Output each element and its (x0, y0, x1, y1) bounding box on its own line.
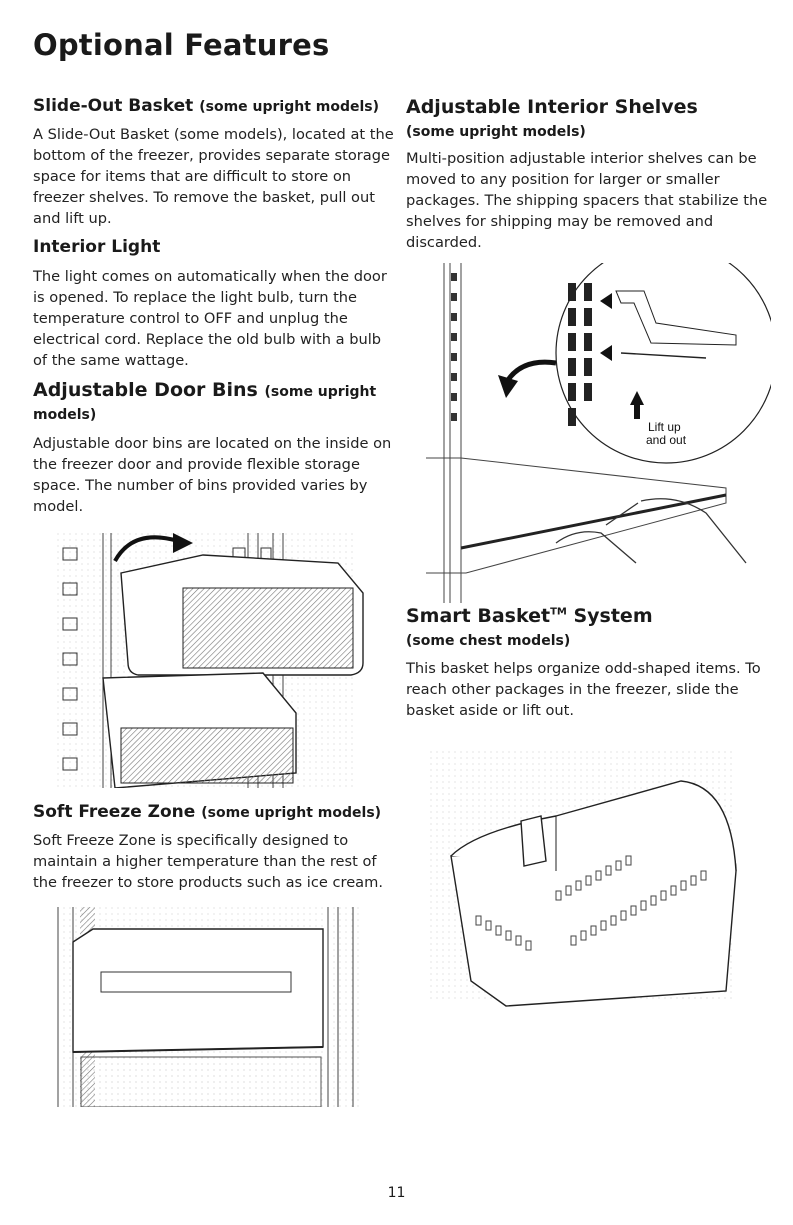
soft-freeze-body: Soft Freeze Zone is specifically designed to maintain a higher temperature than the rest of the freezer to store products such as ice cream. (33, 832, 383, 892)
door-bins-section (33, 379, 395, 518)
slide-out-basket-qualifier: (some upright models) (199, 99, 380, 115)
interior-shelves-section (406, 96, 771, 253)
left-column (33, 96, 395, 1107)
smart-basket-section (406, 605, 771, 720)
interior-shelves-illustration (406, 263, 771, 603)
slide-out-basket-body: A Slide-Out Basket (some models), located at the bottom of the freezer, provides separate storage space for items that are difficult to store on freezer shelves. To remove the basket, pull out and lift up. (33, 126, 394, 228)
page-title: Optional Features (33, 28, 330, 62)
door-bins-heading (33, 379, 395, 427)
page-number: 11 (387, 1185, 406, 1201)
smart-basket-trademark: TM (550, 606, 567, 618)
soft-freeze-qualifier: (some upright models) (201, 805, 382, 821)
interior-shelves-body: Multi-position adjustable interior shelves can be moved to any position for larger or smaller packages. The shipping spacers that stabilize the shelves for shipping may be removed and discarded. (406, 150, 768, 252)
shelves-lift-label-1: Lift up (648, 420, 681, 435)
slide-out-basket-section (33, 96, 395, 229)
soft-freeze-illustration (33, 907, 373, 1107)
door-bins-qualifier: (some upright models) (33, 383, 377, 424)
shelves-lift-label-2: and out (646, 433, 687, 448)
door-bins-title: Adjustable Door Bins (33, 378, 258, 401)
smart-basket-title-suffix: System (566, 605, 653, 628)
slide-out-basket-title: Slide-Out Basket (33, 96, 194, 116)
interior-shelves-heading: Adjustable Interior Shelves (406, 96, 698, 118)
door-bins-illustration (33, 533, 373, 788)
right-column (406, 96, 771, 1011)
soft-freeze-heading (33, 802, 395, 823)
interior-light-body: The light comes on automatically when the door is opened. To replace the light bulb, turn the temperature control to OFF and unplug the electrical cord. Replace the old bulb with a bulb of the same wattage. (33, 267, 387, 369)
soft-freeze-title: Soft Freeze Zone (33, 802, 196, 822)
soft-freeze-section (33, 802, 395, 893)
slide-out-basket-heading (33, 96, 395, 117)
smart-basket-title: Smart Basket (406, 605, 551, 628)
smart-basket-heading (406, 605, 771, 629)
door-bins-body: Adjustable door bins are located on the inside on the freezer door and provide flexible storage space. The number of bins provided varies by model. (33, 435, 392, 515)
interior-light-heading: Interior Light (33, 237, 161, 258)
smart-basket-body: This basket helps organize odd-shaped items. To reach other packages in the freezer, slide the basket aside or lift out. (406, 659, 761, 719)
smart-basket-qualifier: (some chest models) (406, 633, 571, 649)
smart-basket-illustration (406, 751, 771, 1011)
interior-light-section (33, 237, 395, 370)
interior-shelves-qualifier: (some upright models) (406, 123, 586, 140)
